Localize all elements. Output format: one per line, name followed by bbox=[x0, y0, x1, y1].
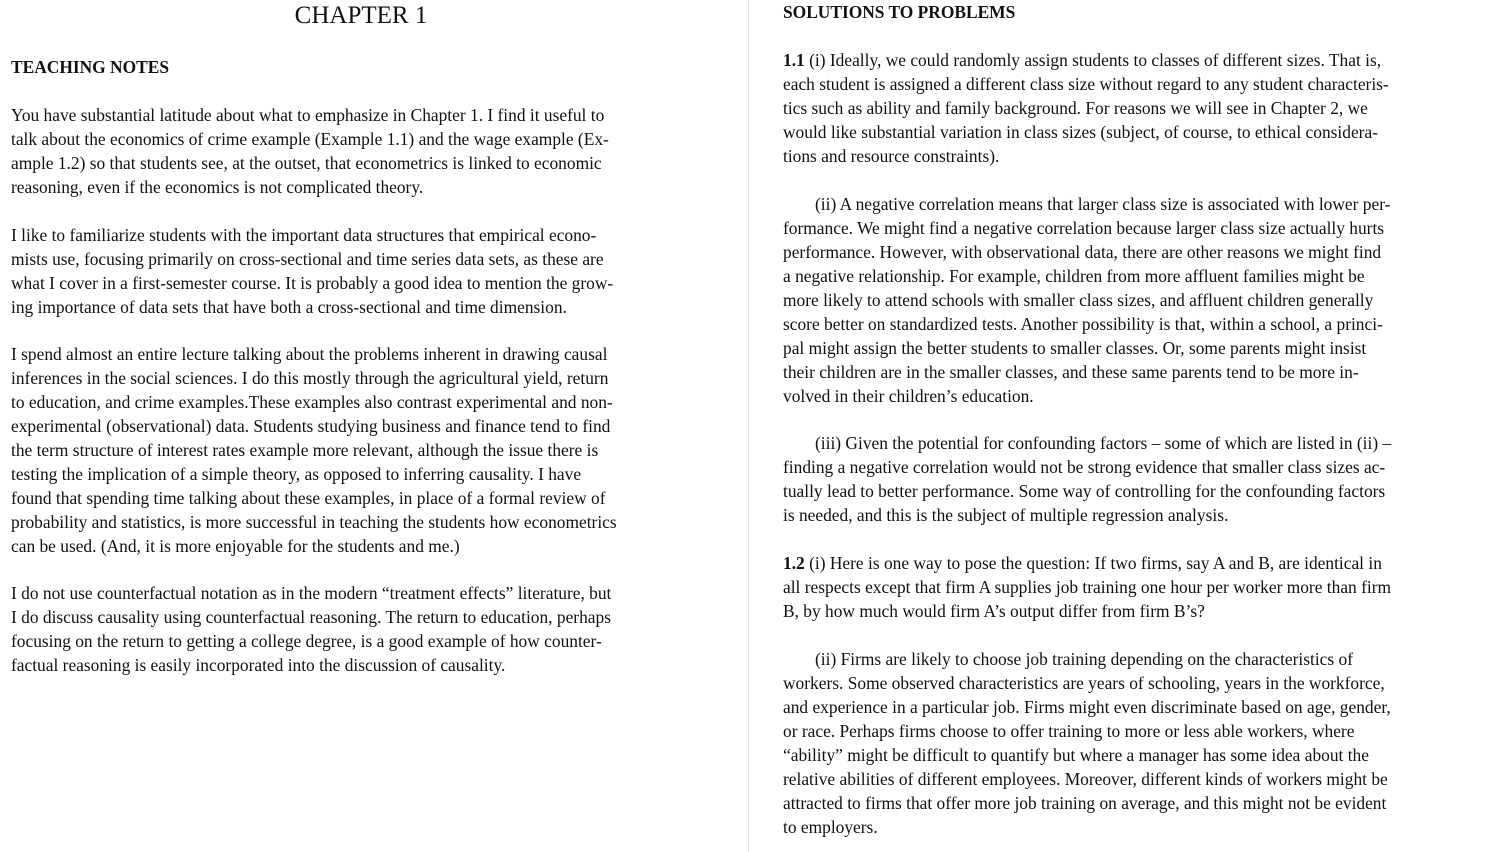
solutions-heading: SOLUTIONS TO PROBLEMS bbox=[783, 2, 1016, 22]
text-line: workers. Some observed characteristics are years of schooling, years in the workforce, bbox=[783, 673, 1385, 693]
text-line: each student is assigned a different class size without regard to any student characteris- bbox=[783, 74, 1389, 94]
text-line: formance. We might find a negative correlation because larger class size actually hurts bbox=[783, 218, 1385, 238]
problem-1-1-part-i bbox=[783, 48, 1489, 168]
text-line: I like to familiarize students with the important data structures that empirical econo- bbox=[11, 225, 597, 245]
teaching-notes-paragraph-2 bbox=[11, 223, 711, 319]
text-line: tions and resource constraints). bbox=[783, 146, 1000, 166]
teaching-notes-paragraph-4 bbox=[11, 581, 711, 677]
text-line: pal might assign the better students to smaller classes. Or, some parents might insist bbox=[783, 338, 1367, 358]
problem-number: 1.2 bbox=[783, 553, 805, 573]
text-line: (ii) A negative correlation means that larger class size is associated with lower per- bbox=[815, 194, 1391, 214]
text-line: ample 1.2) so that students see, at the outset, that econometrics is linked to economic bbox=[11, 153, 602, 173]
text-line: I spend almost an entire lecture talking about the problems inherent in drawing causal bbox=[11, 344, 608, 364]
text-line: probability and statistics, is more successful in teaching the students how econometrics bbox=[11, 512, 617, 532]
text-span: (i) Here is one way to pose the question: If two firms, say A and B, are identical in bbox=[804, 553, 1382, 573]
text-span: (i) Ideally, we could randomly assign students to classes of different sizes. That is, bbox=[804, 50, 1382, 70]
text-line: tually lead to better performance. Some way of controlling for the confounding factors bbox=[783, 481, 1386, 501]
problem-number: 1.1 bbox=[783, 50, 805, 70]
text-line: would like substantial variation in class sizes (subject, of course, to ethical considera- bbox=[783, 122, 1378, 142]
text-line: B, by how much would firm A’s output differ from firm B’s? bbox=[783, 601, 1205, 621]
text-line: factual reasoning is easily incorporated into the discussion of causality. bbox=[11, 655, 506, 675]
text-line: mists use, focusing primarily on cross-sectional and time series data sets, as these are bbox=[11, 249, 604, 269]
text-line: the term structure of interest rates example more relevant, although the issue there is bbox=[11, 440, 599, 460]
right-page bbox=[749, 0, 1493, 852]
text-line: (iii) Given the potential for confounding factors – some of which are listed in (ii) – bbox=[815, 433, 1392, 453]
text-line: all respects except that firm A supplies job training one hour per worker more than firm bbox=[783, 577, 1392, 597]
problem-1-2-part-i bbox=[783, 551, 1489, 623]
text-line: found that spending time talking about these examples, in place of a formal review of bbox=[11, 488, 606, 508]
text-line: or race. Perhaps firms choose to offer training to more or less able workers, where bbox=[783, 721, 1355, 741]
text-line: volved in their children’s education. bbox=[783, 386, 1034, 406]
chapter-title: CHAPTER 1 bbox=[294, 2, 428, 29]
text-line: finding a negative correlation would not be strong evidence that smaller class sizes ac- bbox=[783, 457, 1386, 477]
text-line: to employers. bbox=[783, 817, 878, 837]
text-line: ing importance of data sets that have both a cross-sectional and time dimension. bbox=[11, 297, 567, 317]
problem-1-1-part-ii bbox=[783, 192, 1489, 408]
text-line bbox=[783, 551, 1489, 575]
text-line: I do not use counterfactual notation as in the modern “treatment effects” literature, but bbox=[11, 583, 612, 603]
text-line: I do discuss causality using counterfactual reasoning. The return to education, perhaps bbox=[11, 607, 611, 627]
text-line: “ability” might be difficult to quantify but where a manager has some idea about the bbox=[783, 745, 1369, 765]
text-line: a negative relationship. For example, children from more affluent families might be bbox=[783, 266, 1365, 286]
text-line: (ii) Firms are likely to choose job training depending on the characteristics of bbox=[815, 649, 1353, 669]
text-line: their children are in the smaller classes, and these same parents tend to be more in- bbox=[783, 362, 1359, 382]
text-line: relative abilities of different employees. Moreover, different kinds of workers might be bbox=[783, 769, 1388, 789]
text-line: focusing on the return to getting a college degree, is a good example of how counter- bbox=[11, 631, 602, 651]
teaching-notes-paragraph-3 bbox=[11, 342, 711, 558]
text-line: attracted to firms that offer more job training on average, and this might not be evident bbox=[783, 793, 1387, 813]
text-line: what I cover in a first-semester course. It is probably a good idea to mention the grow- bbox=[11, 273, 614, 293]
text-line: You have substantial latitude about what to emphasize in Chapter 1. I find it useful to bbox=[11, 105, 605, 125]
text-line: tics such as ability and family background. For reasons we will see in Chapter 2, we bbox=[783, 98, 1368, 118]
text-line: and experience in a particular job. Firms might even discriminate based on age, gender, bbox=[783, 697, 1391, 717]
text-line: to education, and crime examples.These examples also contrast experimental and non- bbox=[11, 392, 613, 412]
text-line: experimental (observational) data. Students studying business and finance tend to find bbox=[11, 416, 611, 436]
text-line: inferences in the social sciences. I do this mostly through the agricultural yield, return bbox=[11, 368, 609, 388]
text-line: more likely to attend schools with smaller class sizes, and affluent children generally bbox=[783, 290, 1374, 310]
teaching-notes-heading: TEACHING NOTES bbox=[11, 57, 170, 77]
text-line bbox=[783, 48, 1489, 72]
text-line: talk about the economics of crime example (Example 1.1) and the wage example (Ex- bbox=[11, 129, 609, 149]
text-line: testing the implication of a simple theory, as opposed to inferring causality. I have bbox=[11, 464, 582, 484]
teaching-notes-paragraph-1 bbox=[11, 103, 711, 199]
problem-1-1-part-iii bbox=[783, 431, 1489, 527]
text-line: is needed, and this is the subject of multiple regression analysis. bbox=[783, 505, 1229, 525]
text-line: reasoning, even if the economics is not complicated theory. bbox=[11, 177, 424, 197]
text-line: can be used. (And, it is more enjoyable for the students and me.) bbox=[11, 536, 460, 556]
text-line: performance. However, with observational data, there are other reasons we might find bbox=[783, 242, 1382, 262]
problem-1-2-part-ii bbox=[783, 647, 1489, 839]
text-line: score better on standardized tests. Another possibility is that, within a school, a princi- bbox=[783, 314, 1383, 334]
